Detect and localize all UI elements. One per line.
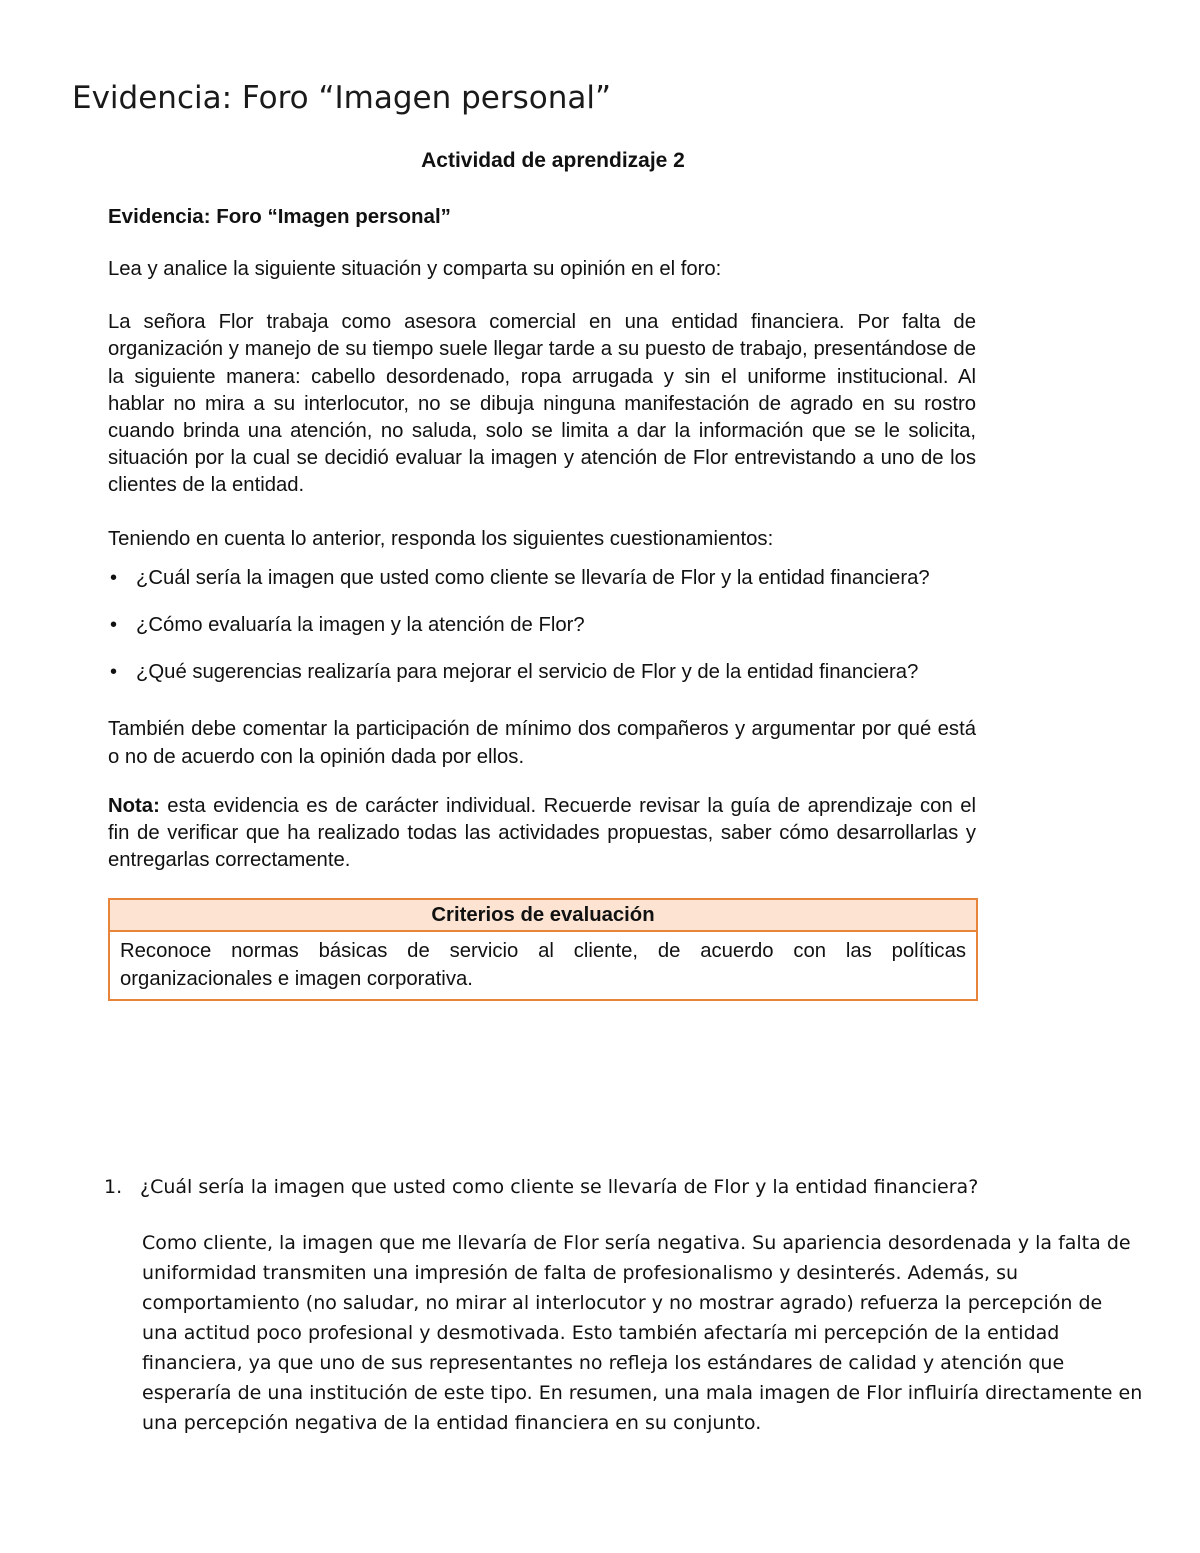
answer-question	[104, 1172, 1144, 1202]
instruction-text: Lea y analice la siguiente situación y comparta su opinión en el foro:	[108, 258, 722, 280]
list-item	[108, 612, 976, 639]
bullet-icon: •	[110, 614, 118, 637]
bullet-icon: •	[110, 566, 118, 589]
answer-section	[104, 1172, 1144, 1438]
criteria-body: Reconoce normas básicas de servicio al cliente, de acuerdo con las políticas organizacionales e imagen corporativa.	[120, 940, 966, 991]
bullet-icon: •	[110, 661, 118, 684]
question-list	[108, 565, 976, 687]
evidence-title: Evidencia: Foro “Imagen personal”	[108, 205, 451, 228]
answer-paragraph: Como cliente, la imagen que me llevaría de Flor sería negativa. Su apariencia desordenada y la falta de uniformidad transmiten una impresión de falta de profesionalismo y desinterés. Además, su comportamiento (no saludar, no mirar al interlocutor y no mostrar agrado) refuerza la percepción de una actitud poco profesional y desmotivada. Esto también afectaría mi percepción de la entidad financiera, ya que uno de sus representantes no refleja los estándares de calidad y atención que esperaría de una institución de este tipo. En resumen, una mala imagen de Flor influiría directamente en una percepción negativa de la entidad financiera en su conjunto.	[142, 1232, 1143, 1434]
criteria-header: Criterios de evaluación	[110, 900, 976, 932]
note-label: Nota:	[108, 794, 160, 817]
scenario-paragraph: La señora Flor trabaja como asesora comercial en una entidad financiera. Por falta de organización y manejo de su tiempo suele llegar tarde a su puesto de trabajo, presentándose de la siguiente manera: cabello desordenado, ropa arrugada y sin el uniforme institucional. Al hablar no mira a su interlocutor, no se dibuja ninguna manifestación de agrado en su rostro cuando brinda una atención, no saluda, solo se limita a dar la información que se le solicita, situación por la cual se decidió evaluar la imagen y atención de Flor entrevistando a uno de los clientes de la entidad.	[108, 311, 976, 497]
questions-lead: Teniendo en cuenta lo anterior, responda los siguientes cuestionamientos:	[108, 527, 774, 550]
page-title: Evidencia: Foro “Imagen personal”	[72, 80, 612, 116]
question-text: ¿Cómo evaluaría la imagen y la atención de Flor?	[136, 614, 585, 637]
list-item	[108, 565, 976, 592]
activity-title: Actividad de aprendizaje 2	[421, 149, 685, 172]
question-text: ¿Cuál sería la imagen que usted como cliente se llevaría de Flor y la entidad financiera?	[136, 566, 930, 589]
participation-text: También debe comentar la participación de mínimo dos compañeros y argumentar por qué está o no de acuerdo con la opinión dada por ellos.	[108, 718, 976, 768]
answer-question-text: ¿Cuál sería la imagen que usted como cliente se llevaría de Flor y la entidad financiera?	[140, 1176, 979, 1198]
question-text: ¿Qué sugerencias realizaría para mejorar el servicio de Flor y de la entidad financiera?	[136, 661, 919, 684]
answer-number: 1.	[104, 1176, 123, 1198]
activity-instructions-image	[108, 146, 976, 1001]
list-item	[108, 659, 976, 686]
note-paragraph	[108, 793, 976, 875]
criteria-table	[108, 898, 978, 1001]
note-text: esta evidencia es de carácter individual. Recuerde revisar la guía de aprendizaje con el fin de verificar que ha realizado todas las actividades propuestas, saber cómo desarrollarlas y entregarlas correctamente.	[108, 794, 976, 872]
